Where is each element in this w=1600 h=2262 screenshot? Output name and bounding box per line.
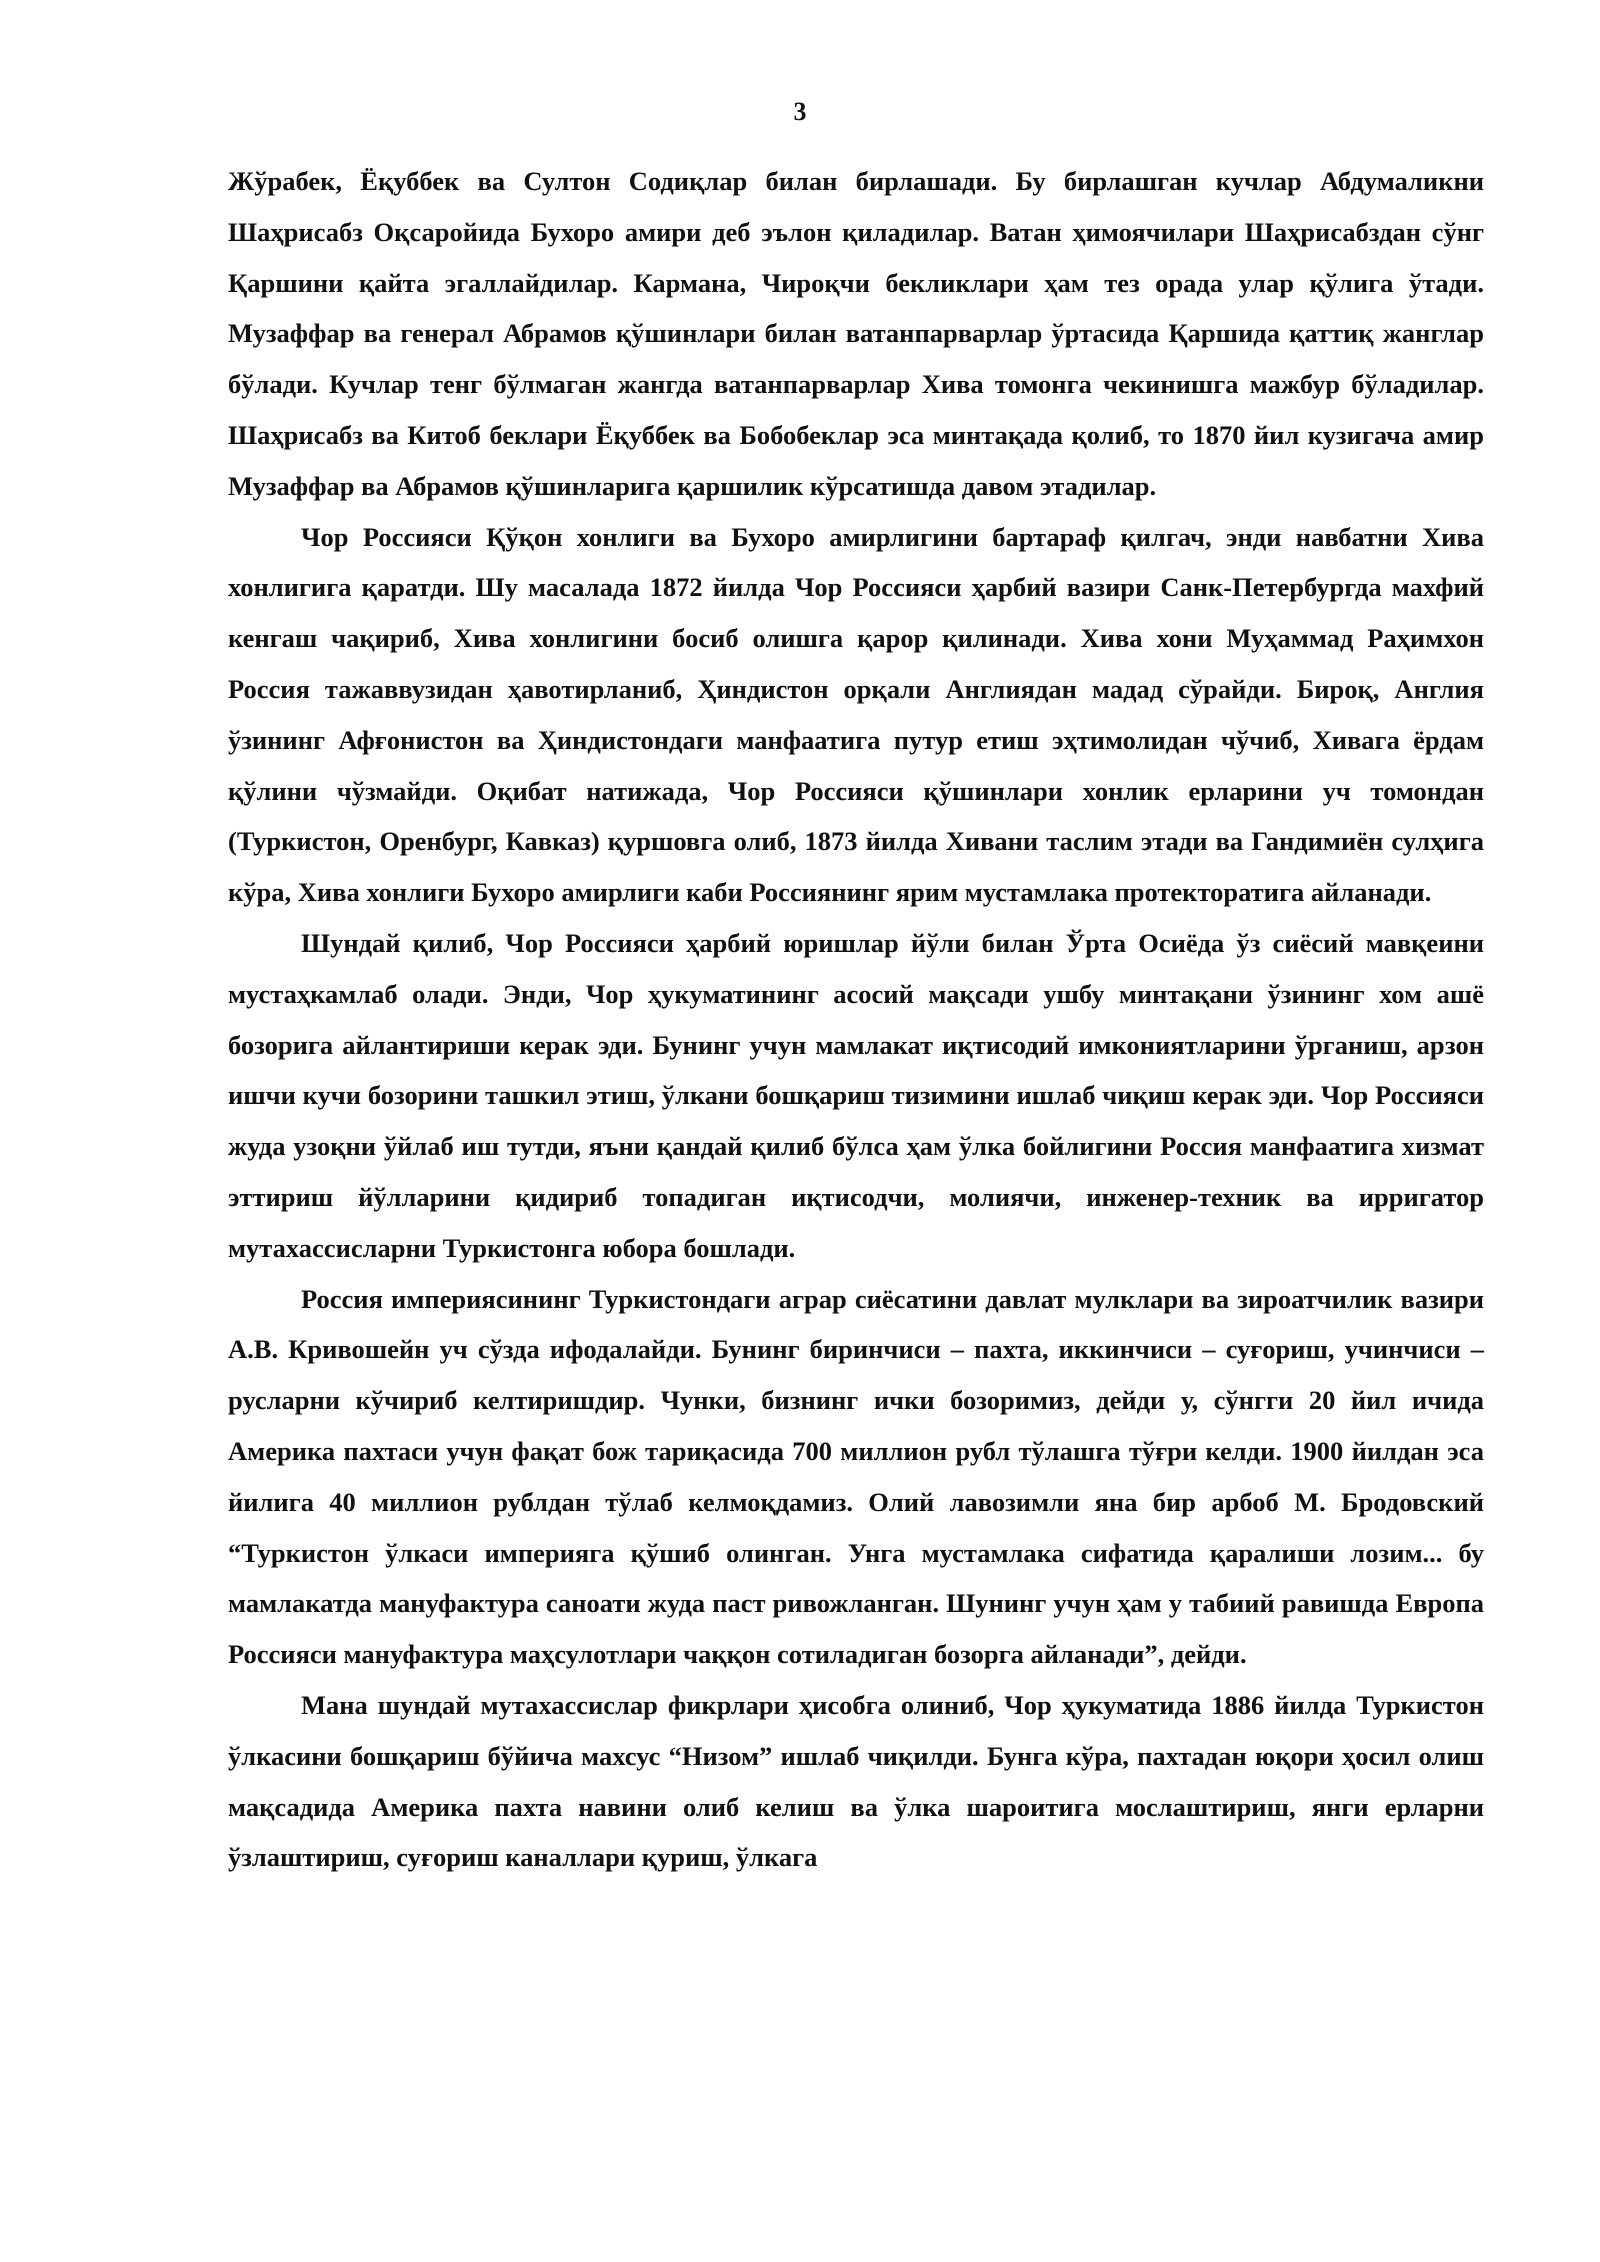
body-text (228, 156, 1484, 1883)
paragraph: Чор Россияси Қўқон хонлиги ва Бухоро амирлигини бартараф қилгач, энди навбатни Хива хонлигига қаратди. Шу масалада 1872 йилда Чор Россияси ҳарбий вазири Санк-Петербургда махфий кенгаш чақириб, Хива хонлигини босиб олишга қарор қилинади. Хива хони Муҳаммад Раҳимхон Россия тажаввузидан ҳавотирланиб, Ҳиндистон орқали Англиядан мадад сўрайди. Бироқ, Англия ўзининг Афғонистон ва Ҳиндистондаги манфаатига путур етиш эҳтимолидан чўчиб, Хивага ёрдам қўлини чўзмайди. Оқибат натижада, Чор Россияси қўшинлари хонлик ерларини уч томондан (Туркистон, Оренбург, Кавказ) қуршовга олиб, 1873 йилда Хивани таслим этади ва Гандимиён сулҳига кўра, Хива хонлиги Бухоро амирлиги каби Россиянинг ярим мустамлака протекторатига айланади. (228, 521, 1484, 908)
page-number: 3 (793, 97, 807, 126)
paragraph: Шундай қилиб, Чор Россияси ҳарбий юришлар йўли билан Ўрта Осиёда ўз сиёсий мавқеини мустаҳкамлаб олади. Энди, Чор ҳукуматининг асосий мақсади ушбу минтақани ўзининг хом ашё бозорига айлантириши керак эди. Бунинг учун мамлакат иқтисодий имкониятларини ўрганиш, арзон ишчи кучи бозорини ташкил этиш, ўлкани бошқариш тизимини ишлаб чиқиш керак эди. Чор Россияси жуда узоқни ўйлаб иш тутди, яъни қандай қилиб бўлса ҳам ўлка бойлигини Россия манфаатига хизмат эттириш йўлларини қидириб топадиган иқтисодчи, молиячи, инженер-техник ва ирригатор мутахассисларни Туркистонга юбора бошлади. (228, 927, 1484, 1263)
paragraph: Россия империясининг Туркистондаги аграр сиёсатини давлат мулклари ва зироатчилик вазири А.В. Кривошейн уч сўзда ифодалайди. Бунинг биринчиси – пахта, иккинчиси – суғориш, учинчиси – русларни кўчириб келтиришдир. Чунки, бизнинг ички бозоримиз, дейди у, сўнгги 20 йил ичида Америка пахтаси учун фақат бож тариқасида 700 миллион рубл тўлашга тўғри келди. 1900 йилдан эса йилига 40 миллион рублдан тўлаб келмоқдамиз. Олий лавозимли яна бир арбоб М. Бродовский “Туркистон ўлкаси империяга қўшиб олинган. Унга мустамлака сифатида қаралиши лозим... бу мамлакатда мануфактура саноати жуда паст ривожланган. Шунинг учун ҳам у табиий равишда Европа Россияси мануфактура маҳсулотлари чаққон сотиладиган бозорга айланади”, дейди. (228, 1283, 1484, 1670)
paragraph: Мана шундай мутахассислар фикрлари ҳисобга олиниб, Чор ҳукуматида 1886 йилда Туркистон ўлкасини бошқариш бўйича махсус “Низом” ишлаб чиқилди. Бунга кўра, пахтадан юқори ҳосил олиш мақсадида Америка пахта навини олиб келиш ва ўлка шароитига мослаштириш, янги ерларни ўзлаштириш, суғориш каналлари қуриш, ўлкага (228, 1689, 1484, 1873)
paragraph: Жўрабек, Ёқуббек ва Султон Содиқлар билан бирлашади. Бу бирлашган кучлар Абдумаликни Шаҳрисабз Оқсаройида Бухоро амири деб эълон қиладилар. Ватан ҳимоячилари Шаҳрисабздан сўнг Қаршини қайта эгаллайдилар. Кармана, Чироқчи бекликлари ҳам тез орада улар қўлига ўтади. Музаффар ва генерал Абрамов қўшинлари билан ватанпарварлар ўртасида Қаршида қаттиқ жанглар бўлади. Кучлар тенг бўлмаган жангда ватанпарварлар Хива томонга чекинишга мажбур бўладилар. Шаҳрисабз ва Китоб беклари Ёқуббек ва Бобобеклар эса минтақада қолиб, то 1870 йил кузигача амир Музаффар ва Абрамов қўшинларига қаршилик кўрсатишда давом этадилар. (228, 166, 1484, 501)
